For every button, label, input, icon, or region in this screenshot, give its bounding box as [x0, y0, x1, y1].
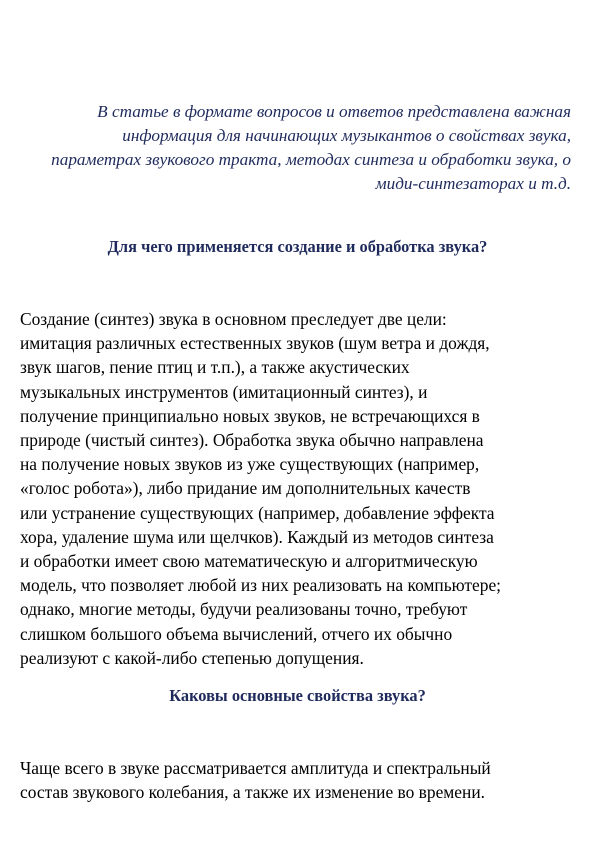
section-body-sound-synthesis: Создание (синтез) звука в основном преследует две цели: имитация различных естественных звуков (шум ветра и дождя, звук шагов, пение птиц и т.п.), а также акустических музыкальных инструментов (имитационный синтез), и получение принципиально новых звуков, не встречающихся в природе (чистый синтез). Обработка звука обычно направлена на получение новых звуков из уже существующих (например, «голос робота»), либо придание им дополнительных качеств или устранение существующих (например, добавление эффекта хора, удаление шума или щелчков). Каждый из методов синтеза и обработки имеет свою математическую и алгоритмическую модель, что позволяет любой из них реализовать на компьютере; однако, многие методы, будучи реализованы точно, требуют слишком большого объема вычислений, отчего их обычно реализуют с какой-либо степенью допущения.	[20, 309, 502, 668]
section-heading-sound-synthesis: Для чего применяется создание и обработка звука?	[107, 237, 488, 256]
section-body-sound-properties: Чаще всего в звуке рассматривается амплитуда и спектральный состав звукового колебания, а также их изменение во времени.	[20, 758, 491, 803]
section-heading-sound-properties: Каковы основные свойства звука?	[169, 686, 426, 705]
abstract-text: В статье в формате вопросов и ответов представлена важная информация для начинающих музыкантов о свойствах звука, параметрах звукового тракта, методах синтеза и обработки звука, о миди-синтезаторах и т.д.	[51, 102, 571, 193]
